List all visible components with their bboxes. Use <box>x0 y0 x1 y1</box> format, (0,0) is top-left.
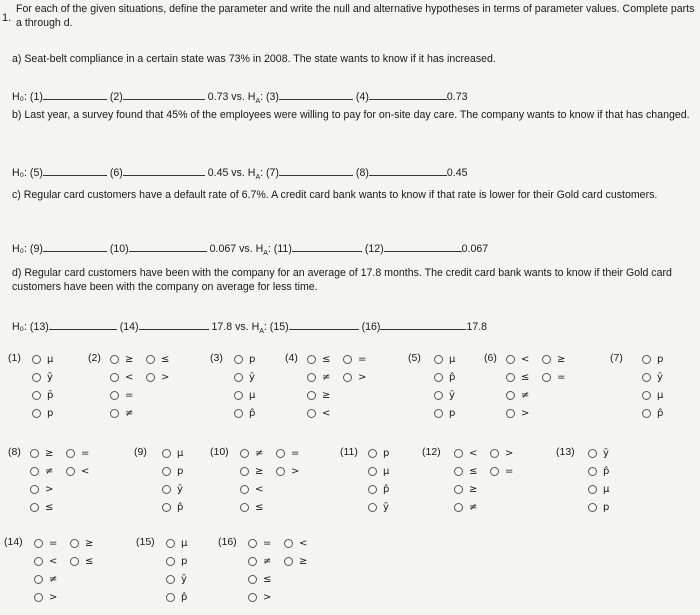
radio-button[interactable] <box>248 539 257 548</box>
question-number: 1. <box>2 12 12 24</box>
option-6-4[interactable]: > <box>506 406 529 420</box>
group-label: (1) <box>8 352 21 364</box>
choice-group-15 <box>136 536 206 612</box>
option-3-1[interactable]: p <box>234 352 255 366</box>
option-3-4[interactable]: p̂ <box>234 406 255 420</box>
option-16-5[interactable]: < <box>284 536 307 550</box>
radio-button[interactable] <box>307 355 316 364</box>
choice-group-13 <box>556 446 646 526</box>
group-label: (13) <box>556 446 575 458</box>
option-12-3[interactable]: ≥ <box>454 482 477 496</box>
blank-15[interactable] <box>289 320 359 330</box>
radio-button[interactable] <box>66 449 75 458</box>
blank-12-label: (12) <box>364 243 384 255</box>
option-2-5[interactable]: > <box>146 370 169 384</box>
option-9-2[interactable]: p <box>162 464 183 478</box>
option-4-3[interactable]: ≥ <box>307 388 330 402</box>
blank-15-label: : (15) <box>263 321 289 333</box>
blank-5[interactable] <box>43 166 107 176</box>
radio-button[interactable] <box>66 467 75 476</box>
radio-button[interactable] <box>30 449 39 458</box>
option-6-1[interactable]: < <box>506 352 529 366</box>
option-7-4[interactable]: p̂ <box>642 406 663 420</box>
radio-button[interactable] <box>32 355 41 364</box>
option-5-4[interactable]: p <box>434 406 455 420</box>
radio-button[interactable] <box>234 409 243 418</box>
option-14-1[interactable]: = <box>34 536 57 550</box>
option-9-1[interactable]: μ <box>162 446 183 460</box>
radio-button[interactable] <box>454 467 463 476</box>
blank-1[interactable] <box>43 90 107 100</box>
blank-14-label: (14) <box>119 321 139 333</box>
option-16-2[interactable]: ≠ <box>248 554 271 568</box>
part-a-text: a) Seat-belt compliance in a certain state was 73% in 2008. The state wants to know if it has increased. <box>12 53 496 65</box>
option-2-1[interactable]: ≥ <box>110 352 133 366</box>
radio-button[interactable] <box>248 575 257 584</box>
radio-button[interactable] <box>166 593 175 602</box>
blank-13[interactable] <box>49 320 117 330</box>
option-14-4[interactable]: > <box>34 590 57 604</box>
group-label: (10) <box>210 446 229 458</box>
blank-9[interactable] <box>43 242 107 252</box>
group-label: (6) <box>484 352 497 364</box>
option-2-4[interactable]: ≤ <box>146 352 169 366</box>
option-5-2[interactable]: p̂ <box>434 370 455 384</box>
radio-button[interactable] <box>234 373 243 382</box>
radio-button[interactable] <box>146 373 155 382</box>
part-c-text: c) Regular card customers have a default rate of 6.7%. A credit card bank wants to know if that rate is lower for their Gold card customers. <box>12 189 658 201</box>
radio-button[interactable] <box>110 373 119 382</box>
radio-button[interactable] <box>162 485 171 494</box>
option-8-2[interactable]: ≠ <box>30 464 53 478</box>
option-10-2[interactable]: ≥ <box>240 464 263 478</box>
radio-button[interactable] <box>34 557 43 566</box>
radio-button[interactable] <box>146 355 155 364</box>
radio-button[interactable] <box>454 503 463 512</box>
choice-group-2 <box>88 352 198 432</box>
radio-button[interactable] <box>110 355 119 364</box>
group-label: (14) <box>4 536 23 548</box>
h0-label: H₀: (13) <box>12 321 49 333</box>
part-b-hypotheses <box>12 166 468 181</box>
question-intro: For each of the given situations, define the parameter and write the null and alternative hypotheses in terms of parameter values. Complete parts a through d. <box>16 3 695 29</box>
radio-button[interactable] <box>240 485 249 494</box>
option-7-1[interactable]: p <box>642 352 663 366</box>
radio-button[interactable] <box>490 449 499 458</box>
option-3-2[interactable]: ȳ <box>234 370 255 384</box>
option-15-2[interactable]: p <box>166 554 187 568</box>
mid-value: 0.45 vs. H <box>207 167 256 179</box>
blank-2-label: (2) <box>109 91 123 103</box>
radio-button[interactable] <box>276 467 285 476</box>
h0-label: H₀: (5) <box>12 167 43 179</box>
option-5-3[interactable]: ȳ <box>434 388 455 402</box>
radio-button[interactable] <box>166 575 175 584</box>
radio-button[interactable] <box>368 467 377 476</box>
ha-sub: A <box>263 250 268 258</box>
option-12-6[interactable]: = <box>490 464 513 478</box>
option-12-2[interactable]: ≤ <box>454 464 477 478</box>
radio-button[interactable] <box>166 557 175 566</box>
choice-group-16 <box>218 536 338 612</box>
part-b-text: b) Last year, a survey found that 45% of the employees were willing to pay for on-site day care. The company wants to know if that has changed. <box>12 109 690 121</box>
option-7-2[interactable]: ȳ <box>642 370 663 384</box>
choice-group-8 <box>8 446 118 526</box>
option-12-1[interactable]: < <box>454 446 477 460</box>
option-10-4[interactable]: ≤ <box>240 500 263 514</box>
group-label: (2) <box>88 352 101 364</box>
radio-button[interactable] <box>284 557 293 566</box>
end-value: 0.45 <box>446 167 468 179</box>
radio-button[interactable] <box>32 391 41 400</box>
radio-button[interactable] <box>588 449 597 458</box>
option-4-4[interactable]: < <box>307 406 330 420</box>
radio-button[interactable] <box>162 467 171 476</box>
h0-label: H₀: (1) <box>12 91 43 103</box>
option-8-4[interactable]: ≤ <box>30 500 53 514</box>
radio-button[interactable] <box>434 409 443 418</box>
radio-button[interactable] <box>542 373 551 382</box>
option-9-3[interactable]: ȳ <box>162 482 183 496</box>
choice-group-11 <box>340 446 420 526</box>
option-4-6[interactable]: > <box>343 370 366 384</box>
radio-button[interactable] <box>34 539 43 548</box>
choice-group-7 <box>610 352 690 432</box>
blank-10[interactable] <box>129 242 207 252</box>
option-11-2[interactable]: μ <box>368 464 389 478</box>
choice-group-9 <box>134 446 204 526</box>
blank-4-label: (4) <box>355 91 369 103</box>
blank-8[interactable] <box>369 166 447 176</box>
radio-button[interactable] <box>248 593 257 602</box>
h0-label: H₀: (9) <box>12 243 43 255</box>
option-6-2[interactable]: ≤ <box>506 370 529 384</box>
radio-button[interactable] <box>343 355 352 364</box>
radio-button[interactable] <box>434 355 443 364</box>
radio-button[interactable] <box>642 409 651 418</box>
group-label: (11) <box>340 446 358 458</box>
option-8-3[interactable]: > <box>30 482 53 496</box>
radio-button[interactable] <box>506 373 515 382</box>
blank-16-label: (16) <box>361 321 381 333</box>
option-13-2[interactable]: p̂ <box>588 464 609 478</box>
option-6-3[interactable]: ≠ <box>506 388 529 402</box>
option-15-3[interactable]: ȳ <box>166 572 187 586</box>
choice-group-4 <box>285 352 395 432</box>
choice-group-6 <box>484 352 594 432</box>
option-16-3[interactable]: ≤ <box>248 572 271 586</box>
option-13-4[interactable]: p <box>588 500 609 514</box>
radio-button[interactable] <box>506 391 515 400</box>
option-8-6[interactable]: < <box>66 464 89 478</box>
blank-4[interactable] <box>369 90 447 100</box>
choice-group-1 <box>8 352 68 432</box>
blank-12[interactable] <box>384 242 462 252</box>
radio-button[interactable] <box>234 355 243 364</box>
radio-button[interactable] <box>588 503 597 512</box>
option-10-3[interactable]: < <box>240 482 263 496</box>
radio-button[interactable] <box>30 485 39 494</box>
blank-6-label: (6) <box>109 167 123 179</box>
radio-button[interactable] <box>454 449 463 458</box>
ha-sub: A <box>255 98 261 106</box>
radio-button[interactable] <box>506 409 515 418</box>
option-1-4[interactable]: p <box>32 406 53 420</box>
end-value: 0.067 <box>461 243 489 255</box>
choice-group-12 <box>422 446 542 526</box>
option-15-1[interactable]: μ <box>166 536 187 550</box>
option-10-1[interactable]: ≠ <box>240 446 263 460</box>
radio-button[interactable] <box>368 503 377 512</box>
group-label: (12) <box>422 446 441 458</box>
radio-button[interactable] <box>240 449 249 458</box>
option-2-2[interactable]: < <box>110 370 133 384</box>
choice-group-10 <box>210 446 330 526</box>
mid-value: 0.73 vs. H <box>207 91 256 103</box>
radio-button[interactable] <box>110 409 119 418</box>
choice-group-14 <box>4 536 124 612</box>
radio-button[interactable] <box>434 391 443 400</box>
option-12-4[interactable]: ≠ <box>454 500 477 514</box>
option-2-3[interactable]: = <box>110 388 133 402</box>
radio-button[interactable] <box>30 467 39 476</box>
radio-button[interactable] <box>34 575 43 584</box>
radio-button[interactable] <box>368 485 377 494</box>
radio-button[interactable] <box>70 557 79 566</box>
radio-button[interactable] <box>368 449 377 458</box>
radio-button[interactable] <box>642 391 651 400</box>
group-label: (3) <box>210 352 223 364</box>
option-1-1[interactable]: μ <box>32 352 53 366</box>
option-2-6[interactable]: ≠ <box>110 406 133 420</box>
option-3-3[interactable]: μ <box>234 388 255 402</box>
part-d-hypotheses <box>12 320 487 335</box>
end-value: 0.73 <box>446 91 468 103</box>
option-7-3[interactable]: μ <box>642 388 663 402</box>
option-11-3[interactable]: p̂ <box>368 482 389 496</box>
option-1-2[interactable]: ȳ <box>32 370 53 384</box>
blank-6[interactable] <box>123 166 205 176</box>
blank-8-label: (8) <box>355 167 369 179</box>
blank-11-label: : (11) <box>267 243 292 255</box>
blank-7[interactable] <box>279 166 353 176</box>
group-label: (9) <box>134 446 147 458</box>
radio-button[interactable] <box>276 449 285 458</box>
option-14-3[interactable]: ≠ <box>34 572 57 586</box>
part-a-hypotheses <box>12 90 468 105</box>
option-4-5[interactable]: = <box>343 352 366 366</box>
option-8-1[interactable]: ≥ <box>30 446 53 460</box>
group-label: (5) <box>408 352 421 364</box>
radio-button[interactable] <box>234 391 243 400</box>
radio-button[interactable] <box>162 503 171 512</box>
option-4-2[interactable]: ≠ <box>307 370 330 384</box>
radio-button[interactable] <box>284 539 293 548</box>
group-label: (8) <box>8 446 21 458</box>
group-label: (4) <box>285 352 298 364</box>
option-13-1[interactable]: ȳ <box>588 446 609 460</box>
option-13-3[interactable]: μ <box>588 482 609 496</box>
choice-group-3 <box>210 352 270 432</box>
radio-button[interactable] <box>307 373 316 382</box>
option-11-4[interactable]: ȳ <box>368 500 389 514</box>
radio-button[interactable] <box>642 373 651 382</box>
group-label: (7) <box>610 352 623 364</box>
radio-button[interactable] <box>162 449 171 458</box>
option-15-4[interactable]: p̂ <box>166 590 187 604</box>
radio-button[interactable] <box>248 557 257 566</box>
radio-button[interactable] <box>70 539 79 548</box>
radio-button[interactable] <box>166 539 175 548</box>
option-6-5[interactable]: ≥ <box>542 352 565 366</box>
option-14-6[interactable]: ≤ <box>70 554 93 568</box>
option-14-5[interactable]: ≥ <box>70 536 93 550</box>
blank-11[interactable] <box>292 242 362 252</box>
radio-button[interactable] <box>454 485 463 494</box>
option-10-5[interactable]: = <box>276 446 299 460</box>
radio-button[interactable] <box>32 373 41 382</box>
radio-button[interactable] <box>506 355 515 364</box>
part-c-hypotheses <box>12 242 488 257</box>
option-5-1[interactable]: μ <box>434 352 455 366</box>
option-14-2[interactable]: < <box>34 554 57 568</box>
option-9-4[interactable]: p̂ <box>162 500 183 514</box>
ha-sub: A <box>255 174 261 182</box>
blank-14[interactable] <box>139 320 209 330</box>
option-4-1[interactable]: ≤ <box>307 352 330 366</box>
radio-button[interactable] <box>34 593 43 602</box>
mid-value: 17.8 vs. H <box>211 321 260 333</box>
radio-button[interactable] <box>343 373 352 382</box>
part-d-text: d) Regular card customers have been with the company for an average of 17.8 months. The credit card bank wants to know if their Gold card customers have been with the company on average for less time. <box>12 267 672 293</box>
group-label: (15) <box>136 536 155 548</box>
group-label: (16) <box>218 536 237 548</box>
option-10-6[interactable]: > <box>276 464 299 478</box>
mid-value: 0.067 vs. H <box>209 243 264 255</box>
radio-button[interactable] <box>490 467 499 476</box>
blank-16[interactable] <box>380 320 466 330</box>
option-11-1[interactable]: p <box>368 446 389 460</box>
end-value: 17.8 <box>466 321 488 333</box>
radio-button[interactable] <box>240 467 249 476</box>
blank-3[interactable] <box>279 90 353 100</box>
radio-button[interactable] <box>642 355 651 364</box>
blank-10-label: (10) <box>109 243 129 255</box>
option-6-6[interactable]: = <box>542 370 565 384</box>
radio-button[interactable] <box>307 391 316 400</box>
blank-7-label: : (7) <box>260 167 279 179</box>
option-8-5[interactable]: = <box>66 446 89 460</box>
radio-button[interactable] <box>110 391 119 400</box>
option-16-4[interactable]: > <box>248 590 271 604</box>
choice-group-5 <box>408 352 468 432</box>
option-1-3[interactable]: p̄ <box>32 388 53 402</box>
radio-button[interactable] <box>588 467 597 476</box>
radio-button[interactable] <box>30 503 39 512</box>
blank-3-label: : (3) <box>260 91 279 103</box>
radio-button[interactable] <box>32 409 41 418</box>
radio-button[interactable] <box>434 373 443 382</box>
radio-button[interactable] <box>307 409 316 418</box>
option-16-6[interactable]: ≥ <box>284 554 307 568</box>
ha-sub: A <box>259 328 264 336</box>
option-16-1[interactable]: = <box>248 536 271 550</box>
radio-button[interactable] <box>588 485 597 494</box>
blank-2[interactable] <box>123 90 205 100</box>
radio-button[interactable] <box>240 503 249 512</box>
option-12-5[interactable]: > <box>490 446 513 460</box>
radio-button[interactable] <box>542 355 551 364</box>
